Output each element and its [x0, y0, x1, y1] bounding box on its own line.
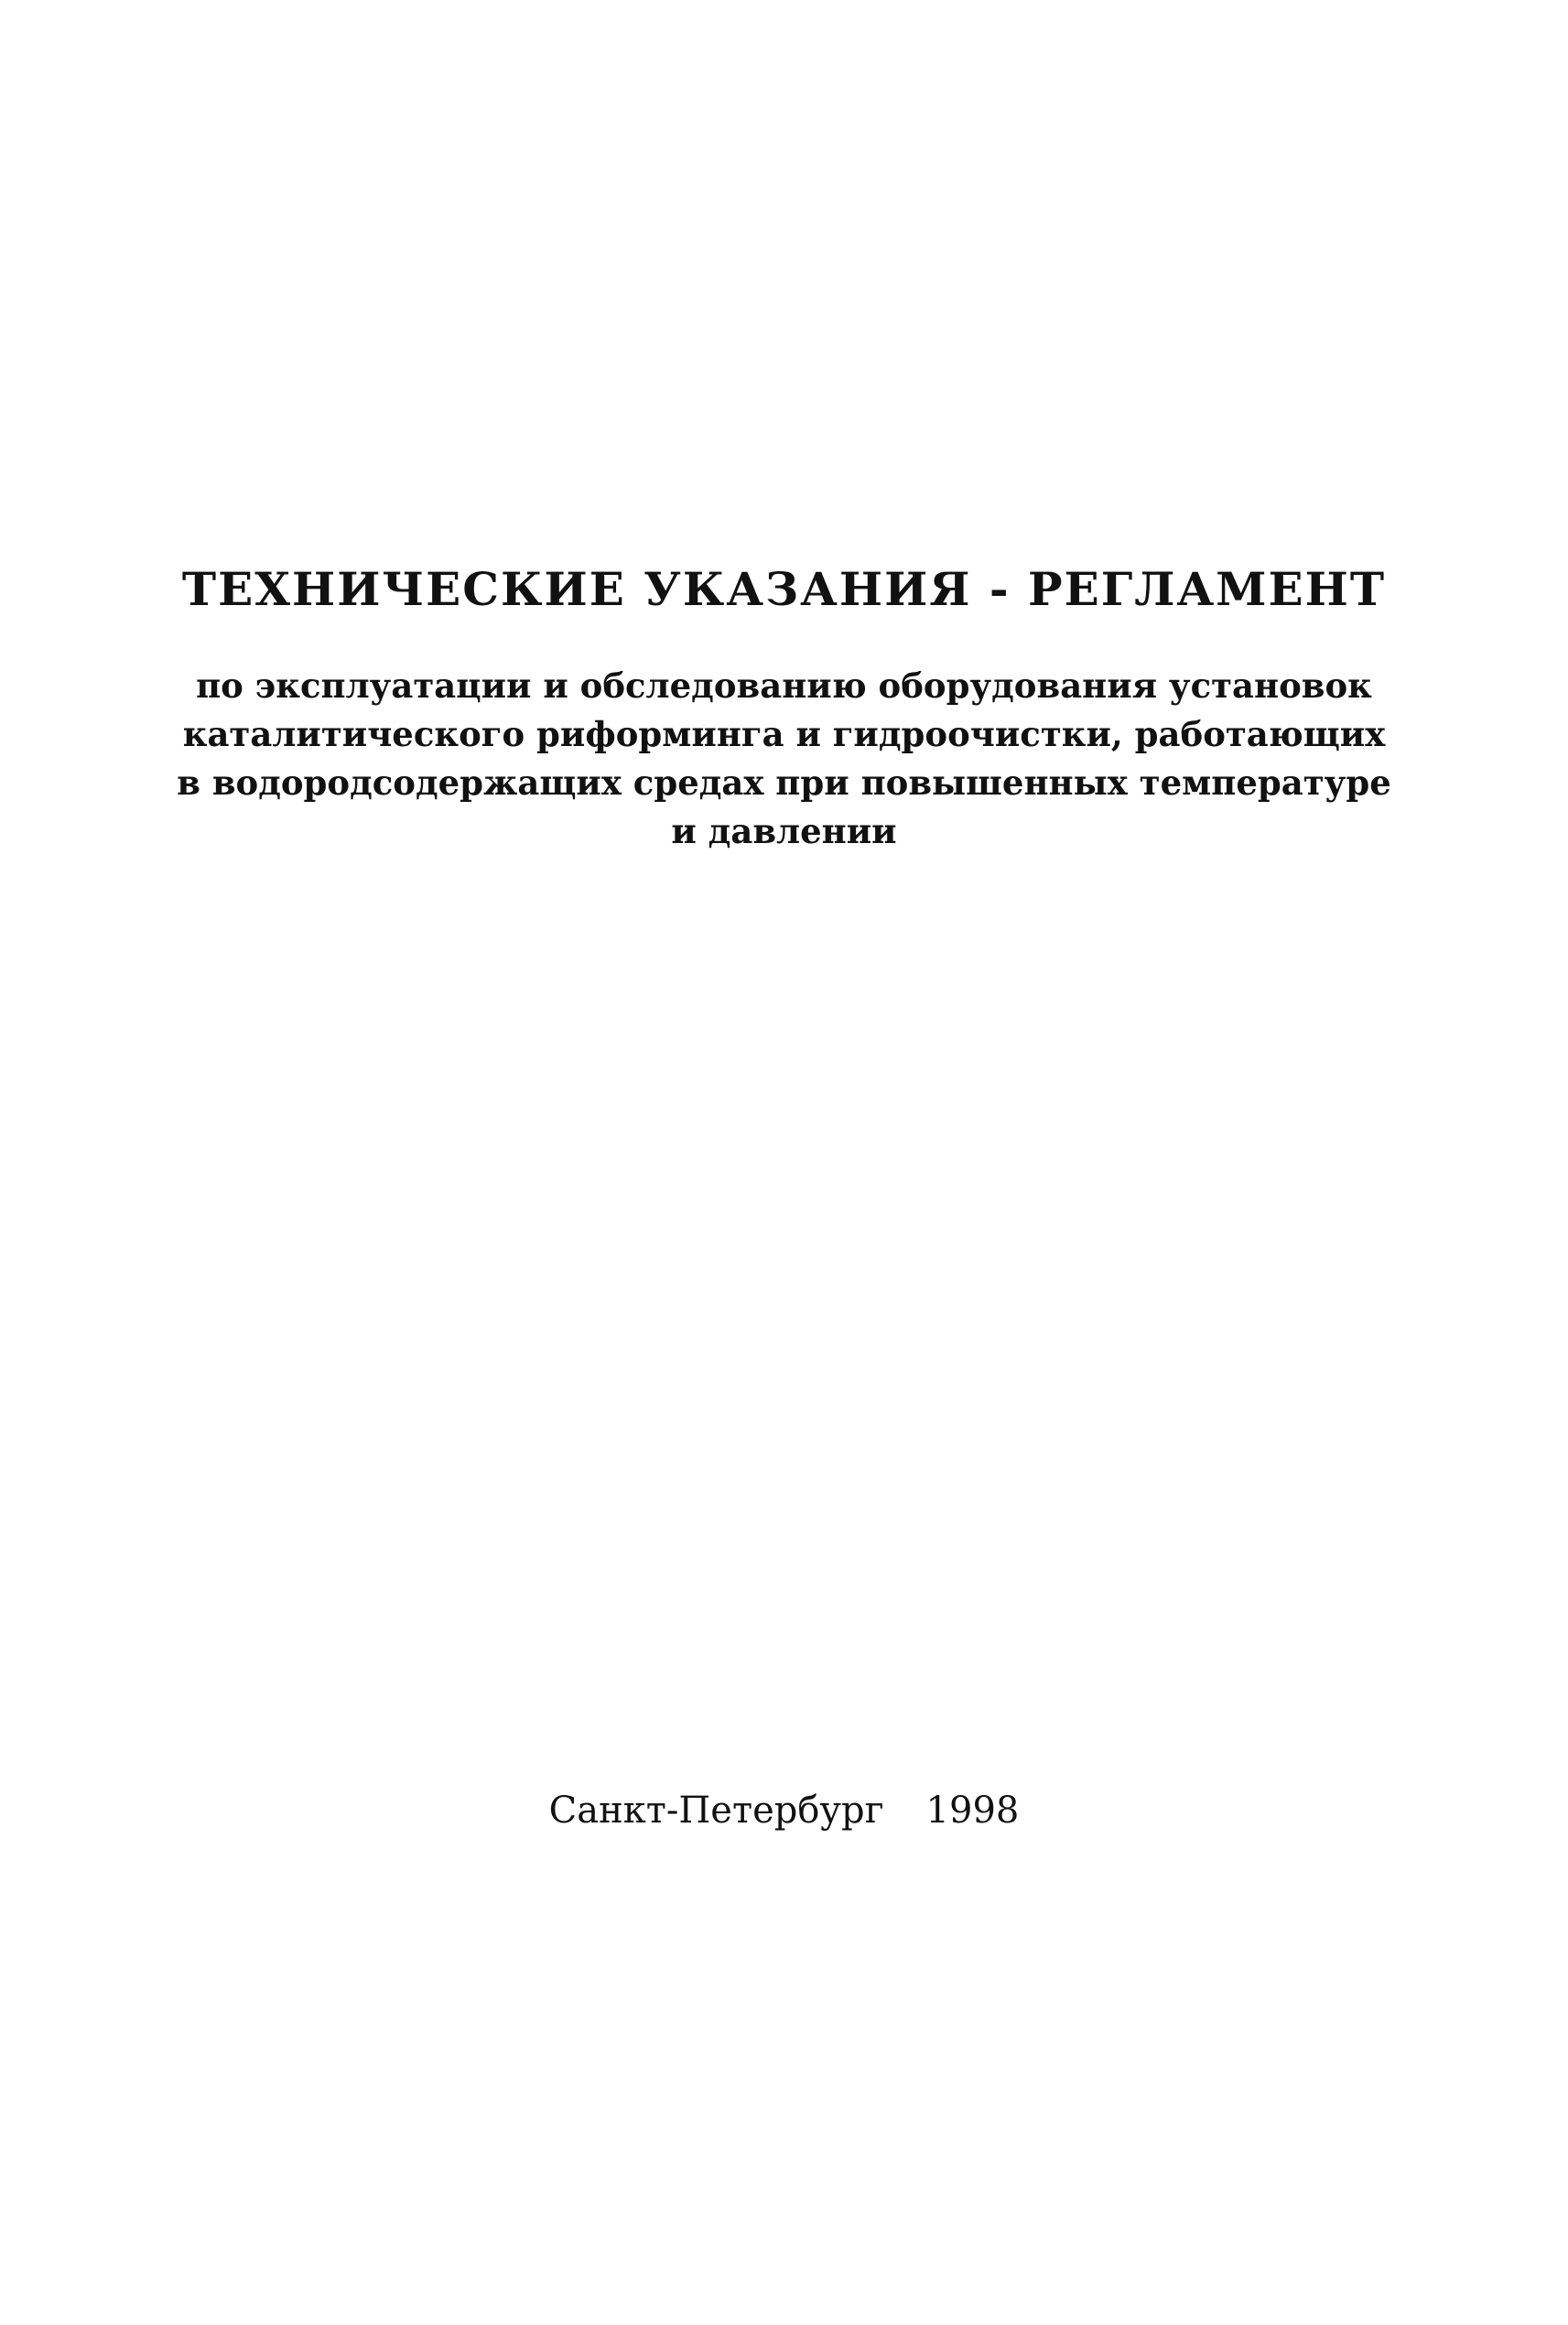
subtitle-line: и давлении — [671, 811, 897, 851]
imprint — [0, 1787, 1568, 1834]
subtitle-line: каталитического риформинга и гидроочистки, работающих — [182, 714, 1386, 754]
subtitle-line: по эксплуатации и обследованию оборудования установок — [196, 665, 1372, 706]
subtitle-line: в водородсодержащих средах при повышенных температуре — [177, 762, 1391, 803]
document-subtitle — [0, 662, 1568, 856]
imprint-year: 1998 — [925, 1790, 1020, 1832]
document-title: ТЕХНИЧЕСКИЕ УКАЗАНИЯ - РЕГЛАМЕНТ — [181, 562, 1387, 616]
imprint-city: Санкт-Петербург — [548, 1790, 884, 1832]
